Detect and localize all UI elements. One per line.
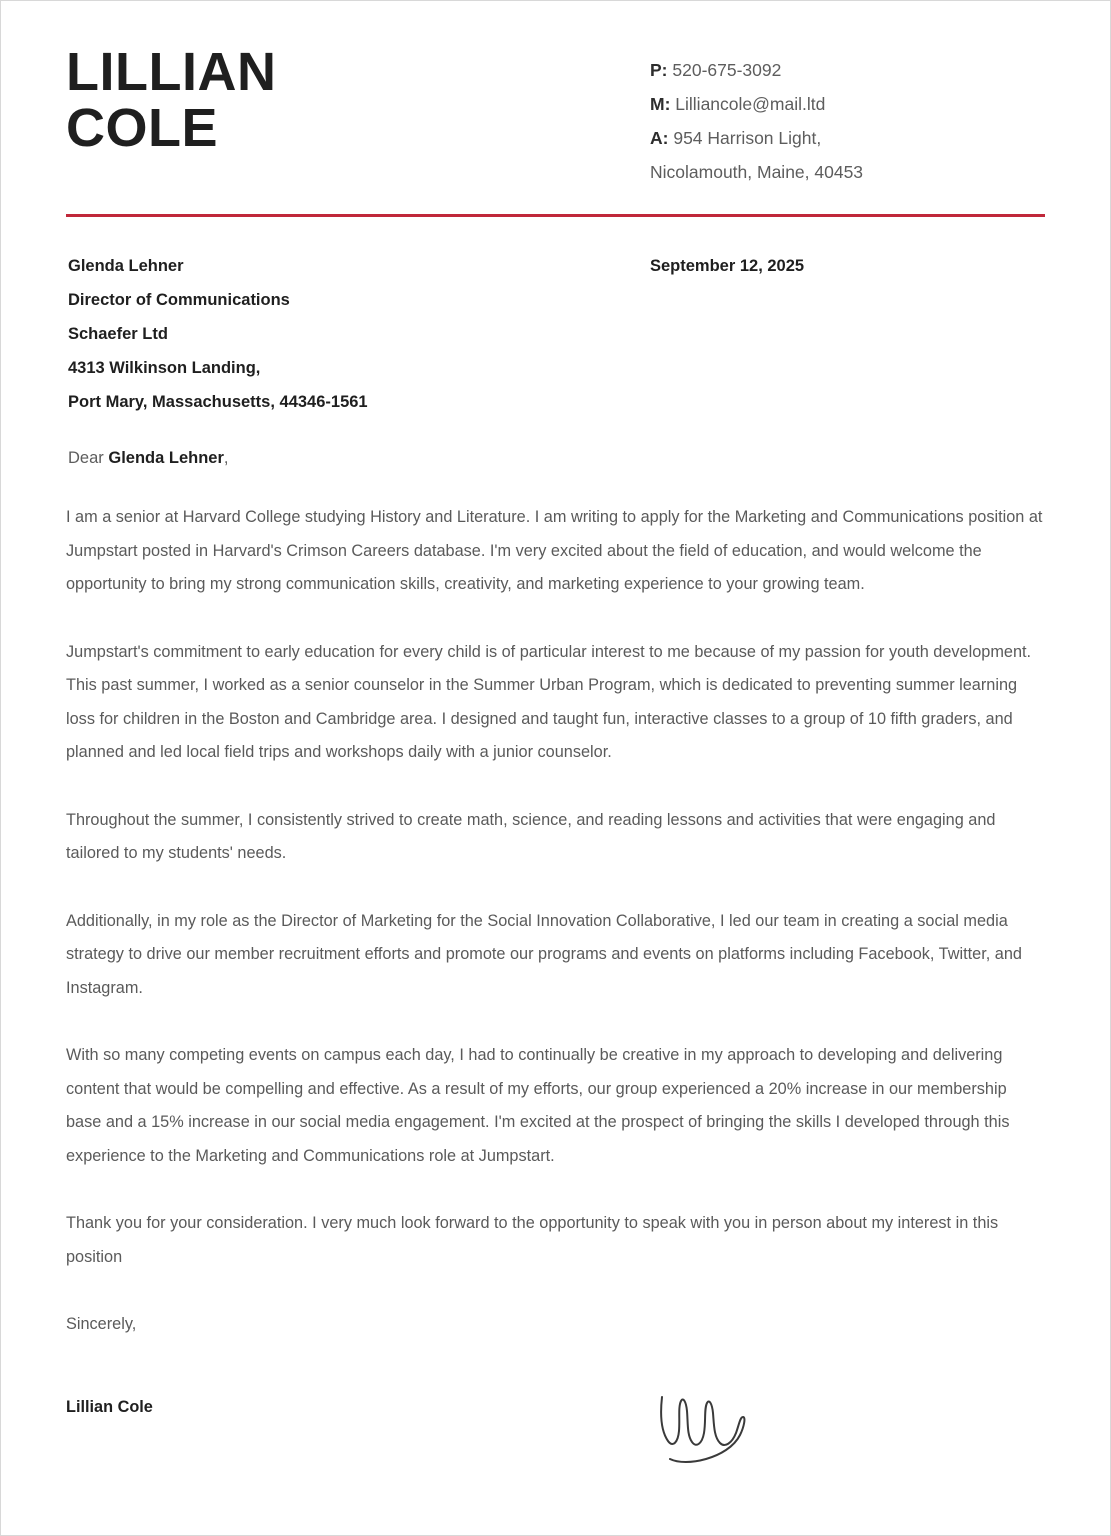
contact-email (650, 87, 863, 121)
contact-phone (650, 53, 863, 87)
contact-address-value: 954 Harrison Light, (673, 128, 822, 148)
letterhead (66, 1, 1045, 182)
salutation (68, 449, 228, 468)
body-paragraph-2: Jumpstart's commitment to early education for every child is of particular interest to me because of my passion for youth development. This past summer, I worked as a senior counselor in the Summer Urban Program, which is dedicated to preventing summer learning loss for children in the Boston and Cambridge area. I designed and taught fun, interactive classes to a group of 10 fifth graders, and planned and led local field trips and workshops daily with a junior counselor. (66, 642, 1032, 761)
contact-phone-label: P: (650, 60, 668, 80)
contact-email-value: Lilliancole@mail.ltd (675, 94, 826, 114)
body-paragraph-5: With so many competing events on campus each day, I had to continually be creative in my approach to developing and delivering content that would be compelling and effective. As a result of my efforts, our group experienced a 20% increase in our membership base and a 15% increase in our social media engagement. I'm excited at the prospect of bringing the skills I developed through this experience to the Marketing and Communications role at Jumpstart. (66, 1046, 1010, 1165)
recipient-block (68, 249, 368, 419)
letter-date: September 12, 2025 (650, 257, 805, 275)
body-paragraph-3: Throughout the summer, I consistently strived to create math, science, and reading lessons and activities that were engaging and tailored to my students' needs. (66, 810, 996, 862)
salutation-suffix: , (223, 449, 229, 467)
closing-line: Sincerely, (66, 1315, 137, 1333)
salutation-prefix: Dear (68, 449, 109, 467)
recipient-street: 4313 Wilkinson Landing, (68, 359, 261, 377)
body-paragraph-6: Thank you for your consideration. I very much look forward to the opportunity to speak with you in person about my interest in this position (66, 1214, 999, 1266)
letter-body (66, 501, 1045, 1417)
sender-name-last: COLE (66, 97, 219, 158)
contact-phone-value: 520-675-3092 (672, 60, 782, 80)
recipient-title: Director of Communications (68, 291, 290, 309)
sender-name (66, 42, 277, 158)
recipient-city-state-zip: Port Mary, Massachusetts, 44346-1561 (68, 393, 368, 411)
recipient-name: Glenda Lehner (68, 257, 184, 275)
sender-name-first: LILLIAN (66, 42, 277, 102)
sender-contact-block (650, 53, 863, 189)
signature-name: Lillian Cole (66, 1397, 153, 1416)
body-paragraph-4: Additionally, in my role as the Director of Marketing for the Social Innovation Collaborative, I led our team in creating a social media strategy to drive our member recruitment efforts and promote our programs and events on platforms including Facebook, Twitter, and Instagram. (66, 911, 1022, 997)
contact-address (650, 121, 863, 155)
recipient-company: Schaefer Ltd (68, 325, 168, 343)
contact-address-label: A: (650, 128, 669, 148)
accent-divider (66, 214, 1045, 217)
page-content (66, 1, 1045, 1535)
body-paragraph-1: I am a senior at Harvard College studying History and Literature. I am writing to apply for the Marketing and Communications position at Jumpstart posted in Harvard's Crimson Careers database. I'm very excited about the field of education, and would welcome the opportunity to bring my strong communication skills, creativity, and marketing experience to your growing team. (66, 508, 1043, 593)
contact-address-continuation: Nicolamouth, Maine, 40453 (650, 162, 864, 182)
contact-email-label: M: (650, 94, 671, 114)
salutation-recipient-name: Glenda Lehner (108, 449, 224, 467)
